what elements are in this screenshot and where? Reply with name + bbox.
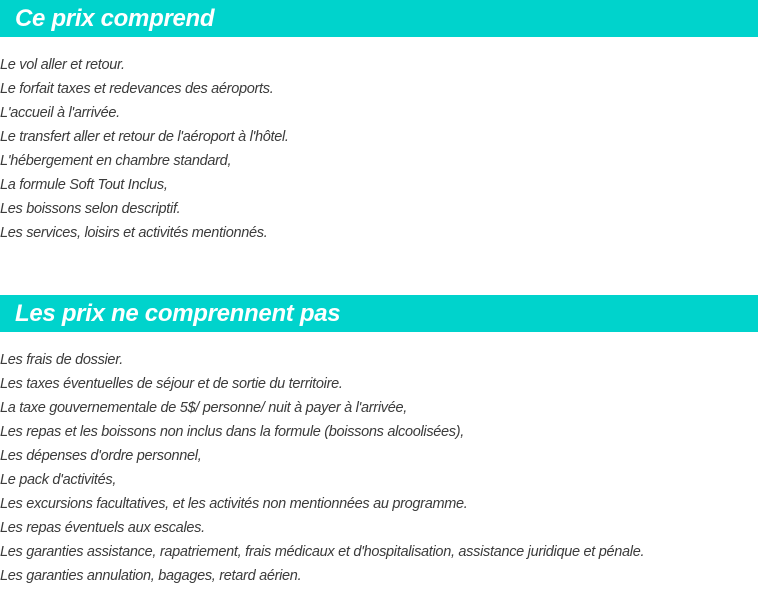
list-item: Les excursions facultatives, et les activités non mentionnées au programme. [0,496,468,512]
list-item: Le pack d'activités, [0,472,117,488]
excluded-list [0,348,644,588]
list-item: Les garanties assistance, rapatriement, frais médicaux et d'hospitalisation, assistance juridique et pénale. [0,544,645,560]
list-item: Les repas éventuels aux escales. [0,520,205,536]
list-item: Les dépenses d'ordre personnel, [0,448,202,464]
included-list [0,53,289,245]
list-item: Le transfert aller et retour de l'aéroport à l'hôtel. [0,129,289,145]
list-item: La taxe gouvernementale de 5$/ personne/ nuit à payer à l'arrivée, [0,400,407,416]
list-item: Le forfait taxes et redevances des aéroports. [0,81,274,97]
list-item: Les garanties annulation, bagages, retard aérien. [0,568,302,584]
list-item: L'accueil à l'arrivée. [0,105,120,121]
list-item: Les repas et les boissons non inclus dans la formule (boissons alcoolisées), [0,424,465,440]
list-item: Les boissons selon descriptif. [0,201,181,217]
list-item: Les taxes éventuelles de séjour et de sortie du territoire. [0,376,343,392]
list-item: Les frais de dossier. [0,352,123,368]
list-item: L'hébergement en chambre standard, [0,153,232,169]
included-section-header: Ce prix comprend [0,0,758,37]
list-item: La formule Soft Tout Inclus, [0,177,168,193]
excluded-section-header: Les prix ne comprennent pas [0,295,758,332]
list-item: Le vol aller et retour. [0,57,125,73]
list-item: Les services, loisirs et activités mentionnés. [0,225,268,241]
